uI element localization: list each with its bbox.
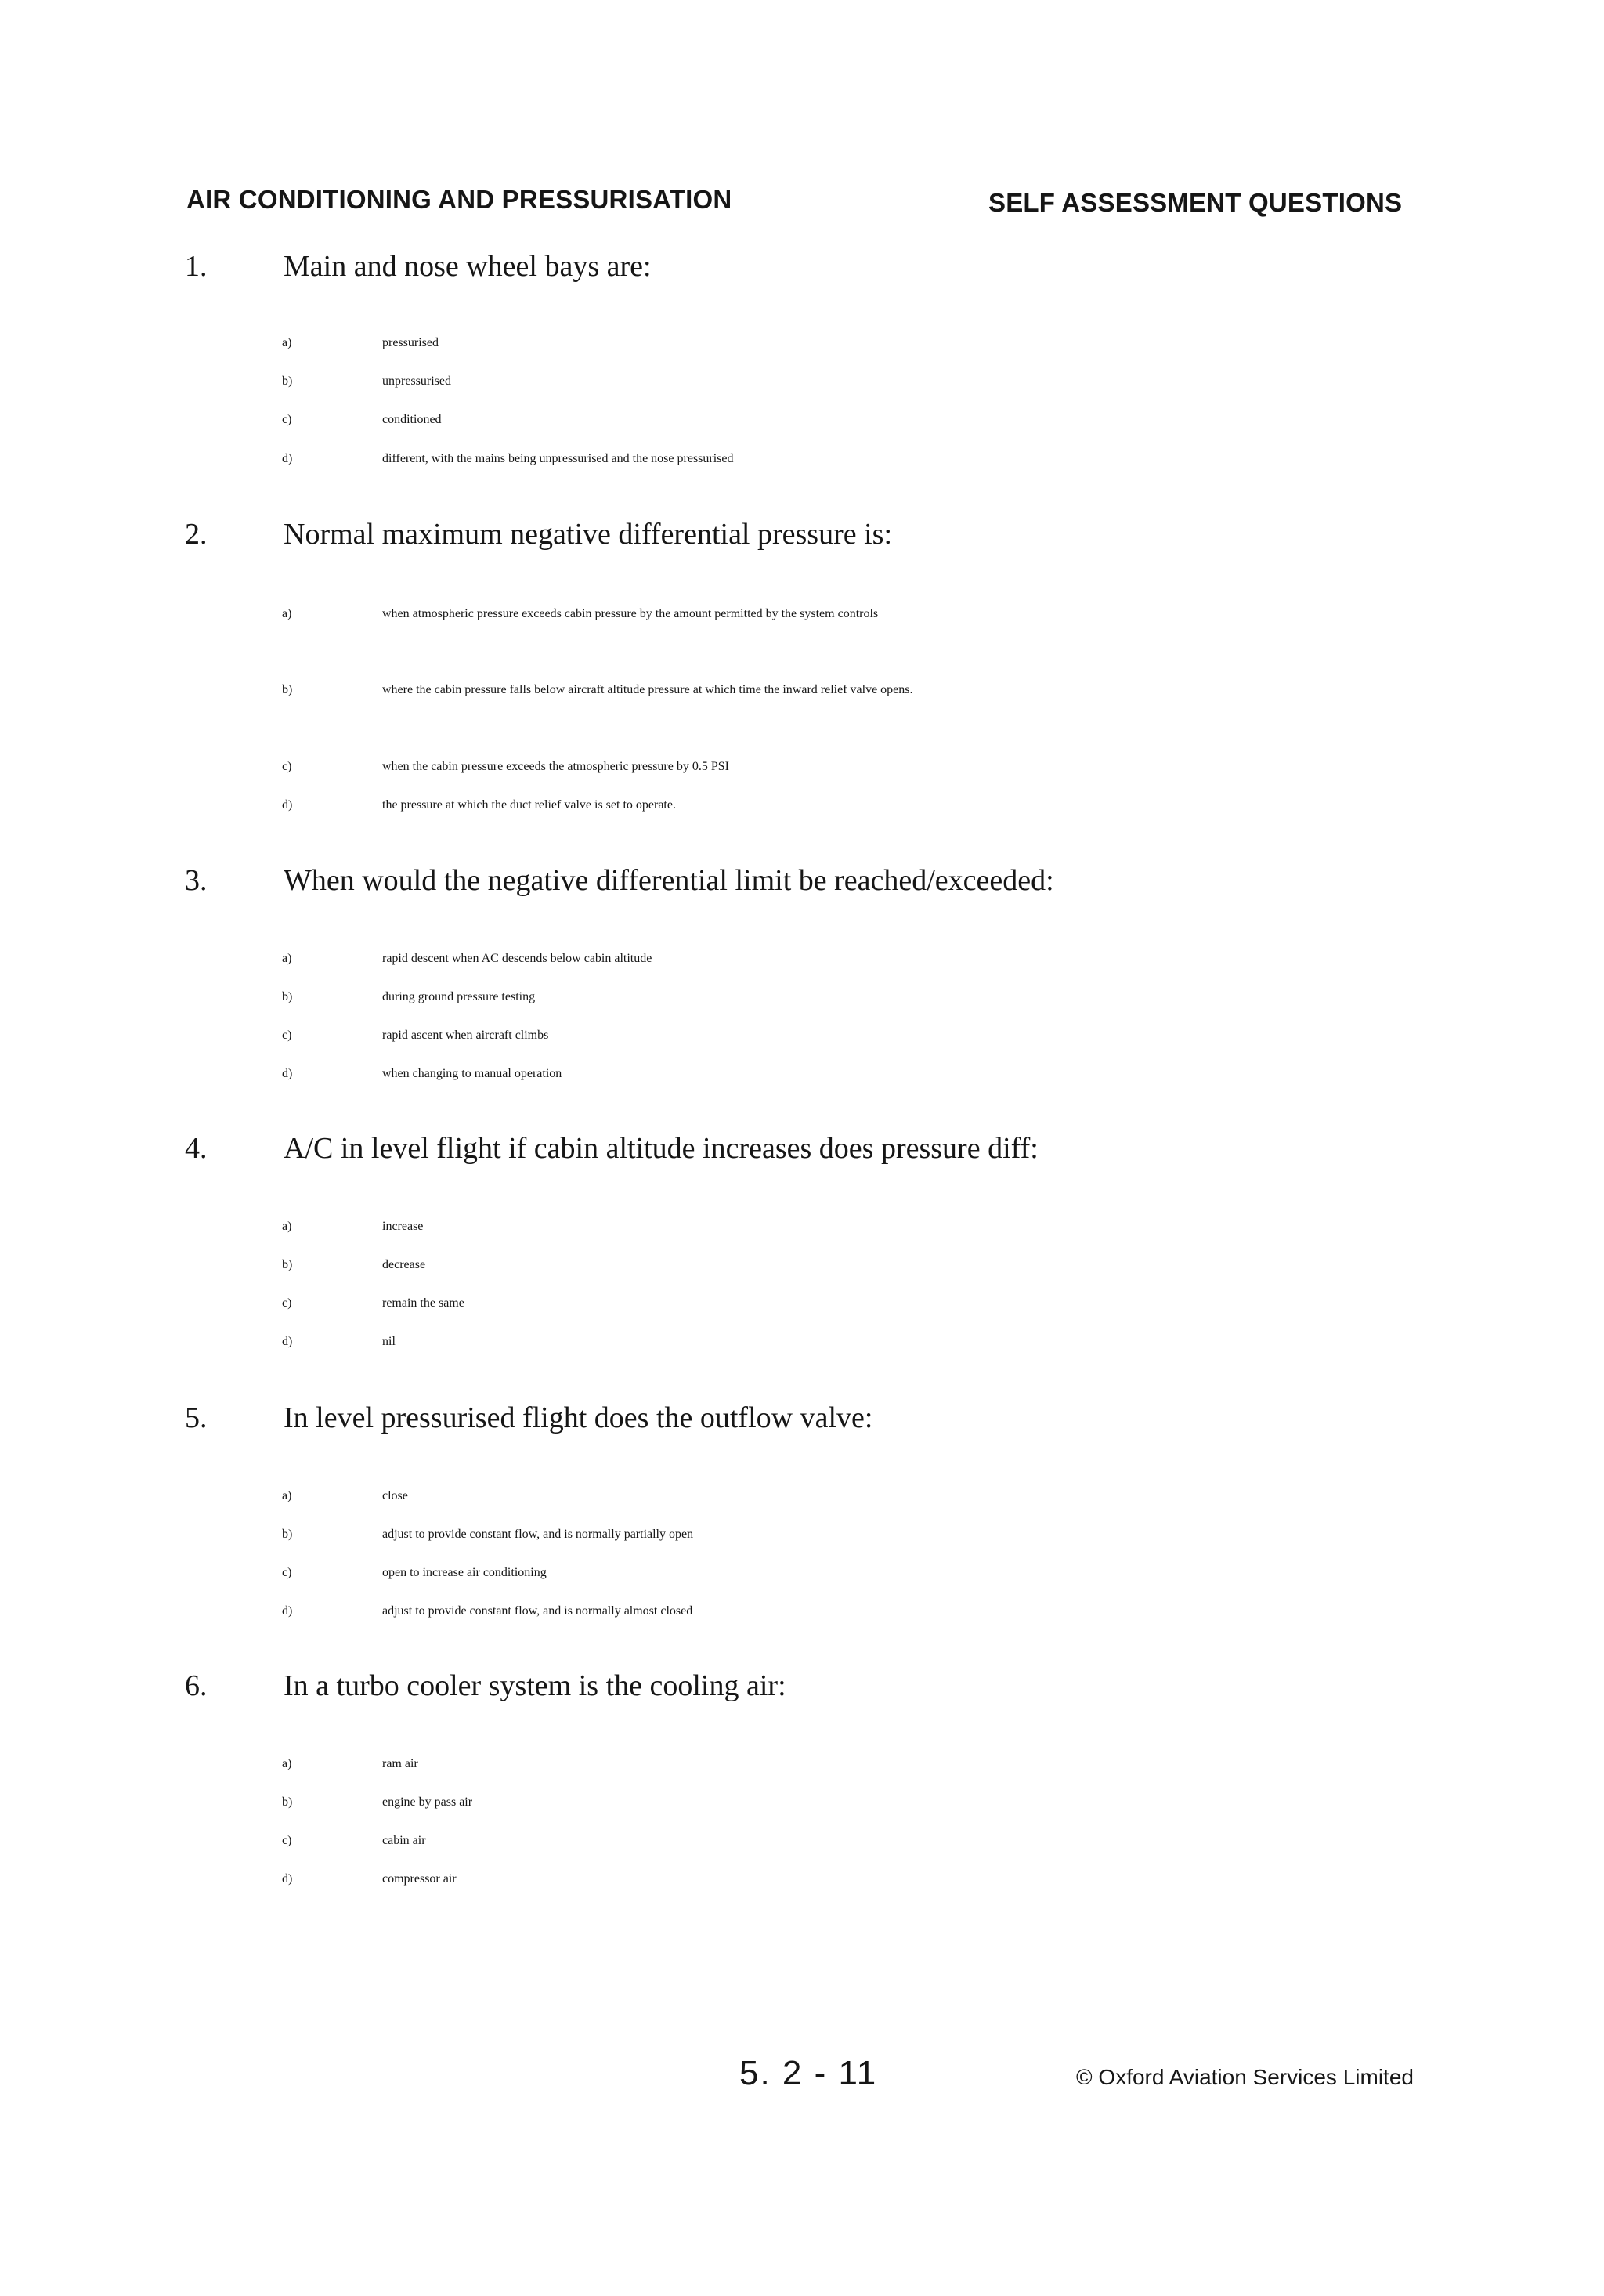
option-text: when changing to manual operation xyxy=(382,1067,562,1080)
page-header-document-type: SELF ASSESSMENT QUESTIONS xyxy=(988,188,1403,217)
option-letter: d) xyxy=(282,1872,293,1886)
question-text: Normal maximum negative differential pressure is: xyxy=(284,518,893,551)
option-text: increase xyxy=(382,1220,424,1233)
option-letter: a) xyxy=(282,336,292,349)
option-text: the pressure at which the duct relief valve is set to operate. xyxy=(382,798,676,812)
option-text: adjust to provide constant flow, and is normally almost closed xyxy=(382,1604,693,1618)
option-letter: c) xyxy=(282,1296,292,1310)
option-text: ram air xyxy=(382,1757,418,1770)
page-number: 5. 2 - 11 xyxy=(739,2054,878,2092)
question-text: In a turbo cooler system is the cooling air: xyxy=(284,1669,786,1702)
option-letter: d) xyxy=(282,452,293,465)
option-letter: b) xyxy=(282,1528,293,1541)
option-letter: b) xyxy=(282,683,293,696)
option-letter: d) xyxy=(282,1067,293,1080)
option-text: pressurised xyxy=(382,336,439,349)
option-text: engine by pass air xyxy=(382,1795,473,1809)
copyright-notice: © Oxford Aviation Services Limited xyxy=(1076,2065,1414,2089)
question-number: 4. xyxy=(185,1132,208,1165)
question-text: When would the negative differential limit be reached/exceeded: xyxy=(284,864,1054,897)
option-text: different, with the mains being unpressurised and the nose pressurised xyxy=(382,452,734,465)
option-letter: a) xyxy=(282,1757,292,1770)
option-text: rapid descent when AC descends below cabin altitude xyxy=(382,952,652,965)
option-letter: c) xyxy=(282,760,292,773)
option-text: compressor air xyxy=(382,1872,457,1886)
question-number: 6. xyxy=(185,1669,208,1702)
option-letter: b) xyxy=(282,990,293,1003)
question-number: 3. xyxy=(185,864,208,897)
question-number: 5. xyxy=(185,1401,208,1434)
option-text: close xyxy=(382,1489,408,1502)
option-text: where the cabin pressure falls below aircraft altitude pressure at which time the inward relief valve opens. xyxy=(382,683,913,696)
option-text: nil xyxy=(382,1335,396,1348)
option-letter: d) xyxy=(282,1604,293,1618)
option-letter: d) xyxy=(282,1335,293,1348)
question-number: 1. xyxy=(185,250,208,283)
option-letter: b) xyxy=(282,1258,293,1271)
option-text: during ground pressure testing xyxy=(382,990,536,1003)
option-text: conditioned xyxy=(382,413,442,426)
question-text: A/C in level flight if cabin altitude increases does pressure diff: xyxy=(284,1132,1039,1165)
option-text: open to increase air conditioning xyxy=(382,1566,547,1579)
option-text: decrease xyxy=(382,1258,426,1271)
option-letter: b) xyxy=(282,374,293,388)
option-letter: a) xyxy=(282,1220,292,1233)
option-text: adjust to provide constant flow, and is normally partially open xyxy=(382,1528,694,1541)
option-letter: c) xyxy=(282,413,292,426)
option-text: unpressurised xyxy=(382,374,451,388)
option-letter: d) xyxy=(282,798,293,812)
option-text: rapid ascent when aircraft climbs xyxy=(382,1029,549,1042)
option-letter: b) xyxy=(282,1795,293,1809)
option-letter: c) xyxy=(282,1566,292,1579)
question-number: 2. xyxy=(185,518,208,551)
option-letter: c) xyxy=(282,1029,292,1042)
option-text: remain the same xyxy=(382,1296,464,1310)
option-letter: a) xyxy=(282,607,292,620)
page-header-section-title: AIR CONDITIONING AND PRESSURISATION xyxy=(186,185,732,214)
option-letter: c) xyxy=(282,1834,292,1847)
question-text: Main and nose wheel bays are: xyxy=(284,250,652,283)
option-text: when atmospheric pressure exceeds cabin pressure by the amount permitted by the system controls xyxy=(382,607,879,620)
option-letter: a) xyxy=(282,1489,292,1502)
option-text: when the cabin pressure exceeds the atmospheric pressure by 0.5 PSI xyxy=(382,760,729,773)
question-text: In level pressurised flight does the outflow valve: xyxy=(284,1401,873,1434)
option-text: cabin air xyxy=(382,1834,426,1847)
option-letter: a) xyxy=(282,952,292,965)
